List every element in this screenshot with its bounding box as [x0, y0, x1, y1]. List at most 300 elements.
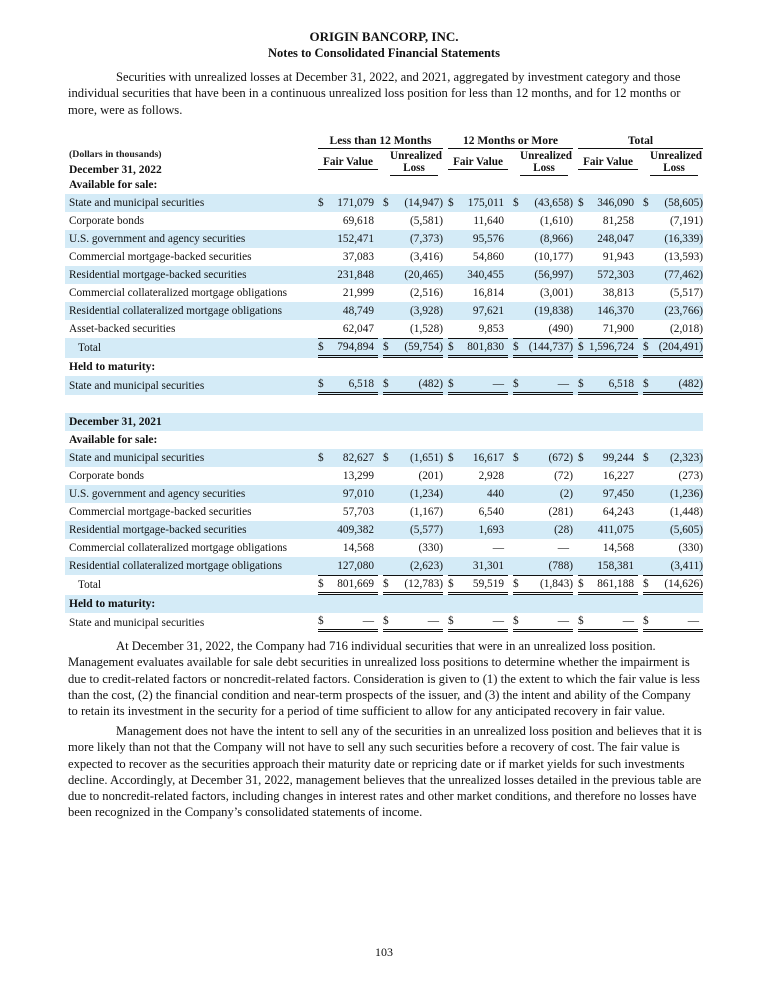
currency-symbol: $	[318, 578, 324, 590]
body-paragraph-1	[68, 638, 702, 719]
value-cell	[313, 575, 378, 595]
value-cell	[443, 575, 508, 595]
cell-value: (1,167)	[410, 506, 443, 518]
unrealized-loss-table	[65, 131, 703, 632]
cell-value: 13,299	[342, 470, 374, 482]
cell-value: 16,227	[602, 470, 634, 482]
column-header: Unrealized Loss	[390, 149, 442, 174]
value-cell	[443, 539, 508, 557]
cell-value: 97,010	[342, 488, 374, 500]
cell-value: 6,518	[348, 378, 374, 390]
cell-value: (201)	[418, 470, 443, 482]
cell-value: 16,617	[472, 452, 504, 464]
row-label: State and municipal securities	[65, 449, 313, 467]
cell-value: —	[492, 378, 504, 390]
value-cell	[638, 302, 703, 320]
row-label: Commercial collateralized mortgage obligations	[69, 542, 288, 554]
cell-value: (1,448)	[670, 506, 703, 518]
currency-symbol: $	[513, 578, 519, 590]
table-row	[65, 449, 703, 467]
currency-symbol: $	[513, 341, 519, 353]
value-cell	[508, 575, 573, 595]
value-cell	[313, 485, 378, 503]
cell-value: 97,621	[472, 305, 504, 317]
value-cell	[573, 467, 638, 485]
cell-value: 71,900	[602, 323, 634, 335]
currency-symbol: $	[318, 378, 324, 390]
cell-value: (3,416)	[410, 251, 443, 263]
value-cell	[573, 557, 638, 575]
cell-value: (3,928)	[410, 305, 443, 317]
cell-value: (16,339)	[664, 233, 703, 245]
value-cell	[443, 449, 508, 467]
column-header-row	[65, 149, 703, 176]
value-cell	[378, 194, 443, 212]
row-label: Commercial mortgage-backed securities	[69, 506, 252, 518]
value-cell	[638, 557, 703, 575]
cell-value: 127,080	[337, 560, 374, 572]
cell-value: 9,853	[478, 323, 504, 335]
value-cell	[378, 248, 443, 266]
value-cell	[638, 449, 703, 467]
value-cell	[378, 302, 443, 320]
table-row	[65, 539, 703, 557]
value-cell	[508, 557, 573, 575]
cell-value: 861,188	[597, 578, 634, 590]
held-to-maturity-row	[65, 613, 703, 632]
value-cell	[443, 467, 508, 485]
cell-value: 31,301	[472, 560, 504, 572]
value-cell	[508, 376, 573, 395]
currency-symbol: $	[383, 452, 389, 464]
available-for-sale-heading-label: Available for sale:	[69, 179, 158, 191]
row-label: Commercial collateralized mortgage obligations	[69, 287, 288, 299]
value-cell	[313, 338, 378, 358]
value-cell	[573, 539, 638, 557]
value-cell	[638, 338, 703, 358]
cell-value: (1,651)	[410, 452, 443, 464]
row-label: Residential collateralized mortgage obligations	[65, 302, 313, 320]
value-cell	[638, 613, 703, 632]
available-for-sale-heading	[65, 176, 703, 194]
cell-value: —	[492, 615, 504, 627]
currency-symbol: $	[578, 452, 584, 464]
currency-symbol: $	[318, 197, 324, 209]
cell-value: (7,373)	[410, 233, 443, 245]
value-cell	[573, 449, 638, 467]
value-cell	[378, 613, 443, 632]
cell-value: (3,001)	[540, 287, 573, 299]
value-cell	[313, 539, 378, 557]
cell-value: 69,618	[342, 215, 374, 227]
cell-value: (2,623)	[410, 560, 443, 572]
cell-value: 801,830	[467, 341, 504, 353]
value-cell	[638, 467, 703, 485]
value-cell	[508, 485, 573, 503]
cell-value: —	[687, 615, 699, 627]
value-cell	[638, 212, 703, 230]
body-paragraph-2	[68, 723, 702, 821]
value-cell	[508, 284, 573, 302]
cell-value: 411,075	[597, 524, 634, 536]
value-cell	[313, 194, 378, 212]
cell-value: 99,244	[602, 452, 634, 464]
currency-symbol: $	[448, 341, 454, 353]
cell-value: 81,258	[602, 215, 634, 227]
cell-value: (204,491)	[658, 341, 703, 353]
value-cell	[378, 467, 443, 485]
value-cell	[573, 613, 638, 632]
value-cell	[313, 613, 378, 632]
value-cell	[573, 575, 638, 595]
cell-value: (482)	[418, 378, 443, 390]
cell-value: (273)	[678, 470, 703, 482]
cell-value: (59,754)	[404, 341, 443, 353]
currency-symbol: $	[448, 452, 454, 464]
units-label: (Dollars in thousands)	[69, 149, 162, 160]
cell-value: (5,605)	[670, 524, 703, 536]
value-cell	[638, 521, 703, 539]
table-row	[65, 194, 703, 212]
row-label: Residential mortgage-backed securities	[65, 521, 313, 539]
value-cell	[508, 613, 573, 632]
cell-value: 171,079	[337, 197, 374, 209]
value-cell	[313, 467, 378, 485]
cell-value: (19,838)	[534, 305, 573, 317]
cell-value: (672)	[548, 452, 573, 464]
value-cell	[443, 230, 508, 248]
value-cell	[443, 266, 508, 284]
value-cell	[313, 320, 378, 338]
value-cell	[378, 485, 443, 503]
currency-symbol: $	[643, 615, 649, 627]
column-header: Fair Value	[573, 149, 638, 176]
value-cell	[443, 503, 508, 521]
cell-value: (8,966)	[540, 233, 573, 245]
cell-value: (72)	[554, 470, 573, 482]
value-cell	[313, 284, 378, 302]
cell-value: 6,540	[478, 506, 504, 518]
value-cell	[573, 338, 638, 358]
currency-symbol: $	[318, 341, 324, 353]
currency-symbol: $	[513, 197, 519, 209]
column-group-less-than-12: Less than 12 Months	[313, 131, 443, 149]
cell-value: (3,411)	[670, 560, 703, 572]
cell-value: —	[557, 615, 569, 627]
value-cell	[573, 284, 638, 302]
cell-value: (10,177)	[534, 251, 573, 263]
value-cell	[573, 521, 638, 539]
currency-symbol: $	[513, 615, 519, 627]
column-header: Fair Value	[443, 149, 508, 176]
cell-value: 231,848	[337, 269, 374, 281]
cell-value: —	[492, 542, 504, 554]
currency-symbol: $	[448, 378, 454, 390]
row-label: Asset-backed securities	[69, 323, 176, 335]
value-cell	[378, 284, 443, 302]
value-cell	[638, 376, 703, 395]
row-label: State and municipal securities	[65, 194, 313, 212]
value-cell	[573, 320, 638, 338]
currency-symbol: $	[513, 452, 519, 464]
row-label: U.S. government and agency securities	[65, 485, 313, 503]
cell-value: (14,626)	[664, 578, 703, 590]
cell-value: (1,610)	[540, 215, 573, 227]
intro-paragraph	[68, 69, 702, 118]
value-cell	[638, 539, 703, 557]
cell-value: (2,516)	[410, 287, 443, 299]
value-cell	[638, 485, 703, 503]
value-cell	[573, 248, 638, 266]
cell-value: 158,381	[597, 560, 634, 572]
value-cell	[443, 338, 508, 358]
cell-value: (281)	[548, 506, 573, 518]
value-cell	[508, 194, 573, 212]
value-cell	[313, 449, 378, 467]
value-cell	[313, 230, 378, 248]
cell-value: 16,814	[472, 287, 504, 299]
value-cell	[573, 194, 638, 212]
cell-value: (77,462)	[664, 269, 703, 281]
cell-value: 801,669	[337, 578, 374, 590]
value-cell	[378, 557, 443, 575]
value-cell	[638, 230, 703, 248]
currency-symbol: $	[383, 341, 389, 353]
cell-value: 82,627	[342, 452, 374, 464]
value-cell	[378, 266, 443, 284]
value-cell	[443, 284, 508, 302]
total-row	[65, 575, 703, 595]
cell-value: 6,518	[608, 378, 634, 390]
cell-value: (5,517)	[670, 287, 703, 299]
total-row	[65, 338, 703, 358]
value-cell	[508, 320, 573, 338]
cell-value: (1,236)	[670, 488, 703, 500]
cell-value: (23,766)	[664, 305, 703, 317]
value-cell	[638, 194, 703, 212]
currency-symbol: $	[643, 341, 649, 353]
cell-value: 59,519	[472, 578, 504, 590]
body-paragraph-1-text: At December 31, 2022, the Company had 716 individual securities that were in an unrealized loss position. Management evaluates available for sale debt securities in unrealized loss positions to determine whether the impairment is due to credit-related factors or noncredit-related factors. Consideration is given to (1) the extent to which the fair value is less than the cost, (2) the financial condition and near-term prospects of the issuer, and (3) the intent and ability of the Company to retain its investment in the security for a period of time sufficient to allow for any anticipated recovery in fair value.	[68, 639, 700, 719]
value-cell	[378, 320, 443, 338]
value-cell	[443, 521, 508, 539]
cell-value: —	[427, 615, 439, 627]
cell-value: (43,658)	[534, 197, 573, 209]
value-cell	[573, 376, 638, 395]
value-cell	[508, 212, 573, 230]
row-label: State and municipal securities	[69, 616, 205, 629]
value-cell	[443, 212, 508, 230]
table-row	[65, 284, 703, 302]
table-row	[65, 485, 703, 503]
row-label: Total	[78, 579, 102, 591]
column-header: Unrealized Loss	[650, 149, 702, 174]
cell-value: (144,737)	[528, 341, 573, 353]
value-cell	[508, 449, 573, 467]
cell-value: 794,894	[337, 341, 374, 353]
cell-value: (2)	[559, 488, 573, 500]
cell-value: (482)	[678, 378, 703, 390]
value-cell	[508, 467, 573, 485]
cell-value: 409,382	[337, 524, 374, 536]
document-subtitle: Notes to Consolidated Financial Statements	[268, 46, 500, 60]
row-label: Corporate bonds	[69, 215, 144, 227]
value-cell	[508, 266, 573, 284]
table-row	[65, 320, 703, 338]
currency-symbol: $	[383, 578, 389, 590]
row-label: Corporate bonds	[69, 470, 144, 482]
cell-value: 48,749	[342, 305, 374, 317]
cell-value: 340,455	[467, 269, 504, 281]
cell-value: 175,011	[467, 197, 504, 209]
currency-symbol: $	[578, 197, 584, 209]
cell-value: 91,943	[602, 251, 634, 263]
cell-value: 152,471	[337, 233, 374, 245]
value-cell	[508, 503, 573, 521]
currency-symbol: $	[448, 615, 454, 627]
cell-value: (56,997)	[534, 269, 573, 281]
value-cell	[443, 376, 508, 395]
row-label: Residential mortgage-backed securities	[65, 266, 313, 284]
cell-value: 346,090	[597, 197, 634, 209]
row-label: Commercial mortgage-backed securities	[69, 251, 252, 263]
value-cell	[508, 230, 573, 248]
value-cell	[508, 302, 573, 320]
body-paragraph-2-text: Management does not have the intent to sell any of the securities in an unrealized loss position and believes that it is more likely than not that the Company will not have to sell any such securities before a recovery of cost. The fair value is expected to recover as the securities approach their maturity date or repricing date or if market yields for such investments decline. Accordingly, at December 31, 2022, management believes that the unrealized losses detailed in the previous table are due to noncredit-related factors, including changes in interest rates and other market conditions, and therefore no losses have been recognized in the Company’s consolidated statements of income.	[68, 724, 702, 820]
cell-value: —	[557, 542, 569, 554]
row-label: Residential collateralized mortgage obligations	[65, 557, 313, 575]
currency-symbol: $	[578, 341, 584, 353]
value-cell	[638, 284, 703, 302]
cell-value: (490)	[548, 323, 573, 335]
cell-value: —	[362, 615, 374, 627]
value-cell	[443, 613, 508, 632]
value-cell	[378, 521, 443, 539]
held-to-maturity-heading	[65, 595, 703, 613]
section-title: December 31, 2022	[69, 164, 162, 176]
value-cell	[443, 302, 508, 320]
cell-value: 64,243	[602, 506, 634, 518]
row-label: Total	[65, 338, 313, 358]
value-cell	[508, 338, 573, 358]
value-cell	[378, 376, 443, 395]
value-cell	[573, 230, 638, 248]
cell-value: 14,568	[602, 542, 634, 554]
table-caption	[65, 149, 313, 176]
table-row	[65, 503, 703, 521]
cell-value: —	[557, 378, 569, 390]
column-header: Unrealized Loss	[520, 149, 572, 174]
available-for-sale-heading	[65, 431, 703, 449]
section-title-row-label: December 31, 2021	[65, 413, 313, 431]
value-cell	[378, 503, 443, 521]
cell-value: (14,947)	[404, 197, 443, 209]
cell-value: (330)	[418, 542, 443, 554]
table-row	[65, 302, 703, 320]
value-cell	[313, 248, 378, 266]
held-to-maturity-row	[65, 376, 703, 395]
value-cell	[313, 212, 378, 230]
currency-symbol: $	[383, 615, 389, 627]
value-cell	[443, 557, 508, 575]
currency-symbol: $	[383, 378, 389, 390]
value-cell	[573, 212, 638, 230]
cell-value: (5,577)	[410, 524, 443, 536]
column-group-header-row	[65, 131, 703, 149]
currency-symbol: $	[643, 197, 649, 209]
cell-value: 440	[487, 488, 504, 500]
value-cell	[638, 266, 703, 284]
row-label: State and municipal securities	[65, 376, 313, 395]
spacer-row	[65, 395, 703, 413]
value-cell	[313, 376, 378, 395]
value-cell	[638, 320, 703, 338]
cell-value: (28)	[554, 524, 573, 536]
cell-value: (13,593)	[664, 251, 703, 263]
value-cell	[638, 248, 703, 266]
company-name: ORIGIN BANCORP, INC.	[309, 29, 459, 44]
table-row	[65, 266, 703, 284]
section-title-row	[65, 413, 703, 431]
cell-value: (1,234)	[410, 488, 443, 500]
currency-symbol: $	[578, 378, 584, 390]
currency-symbol: $	[643, 578, 649, 590]
value-cell	[573, 302, 638, 320]
value-cell	[443, 248, 508, 266]
cell-value: 54,860	[472, 251, 504, 263]
value-cell	[638, 575, 703, 595]
value-cell	[313, 302, 378, 320]
cell-value: 2,928	[478, 470, 504, 482]
cell-value: 1,693	[478, 524, 504, 536]
held-to-maturity-heading-label: Held to maturity:	[69, 361, 156, 373]
currency-symbol: $	[383, 197, 389, 209]
currency-symbol: $	[318, 615, 324, 627]
currency-symbol: $	[643, 378, 649, 390]
cell-value: 1,596,724	[588, 341, 634, 353]
table-row	[65, 248, 703, 266]
value-cell	[378, 212, 443, 230]
held-to-maturity-heading	[65, 358, 703, 376]
cell-value: 14,568	[342, 542, 374, 554]
cell-value: 37,083	[342, 251, 374, 263]
currency-symbol: $	[578, 615, 584, 627]
table-row	[65, 212, 703, 230]
cell-value: (2,323)	[670, 452, 703, 464]
table-row	[65, 230, 703, 248]
cell-value: 57,703	[342, 506, 374, 518]
value-cell	[378, 338, 443, 358]
value-cell	[638, 503, 703, 521]
value-cell	[573, 485, 638, 503]
currency-symbol: $	[448, 197, 454, 209]
intro-paragraph-text: Securities with unrealized losses at December 31, 2022, and 2021, aggregated by investment category and those individual securities that have been in a continuous unrealized loss position for less than 12 months, and for 12 months or more, were as follows.	[68, 70, 681, 117]
value-cell	[573, 503, 638, 521]
available-for-sale-heading-label: Available for sale:	[69, 434, 158, 446]
table-row	[65, 467, 703, 485]
value-cell	[313, 266, 378, 284]
cell-value: 95,576	[472, 233, 504, 245]
cell-value: (1,528)	[410, 323, 443, 335]
cell-value: 248,047	[597, 233, 634, 245]
value-cell	[378, 539, 443, 557]
table-row	[65, 557, 703, 575]
cell-value: (788)	[548, 560, 573, 572]
cell-value: 62,047	[342, 323, 374, 335]
cell-value: 21,999	[342, 287, 374, 299]
cell-value: (330)	[678, 542, 703, 554]
currency-symbol: $	[318, 452, 324, 464]
